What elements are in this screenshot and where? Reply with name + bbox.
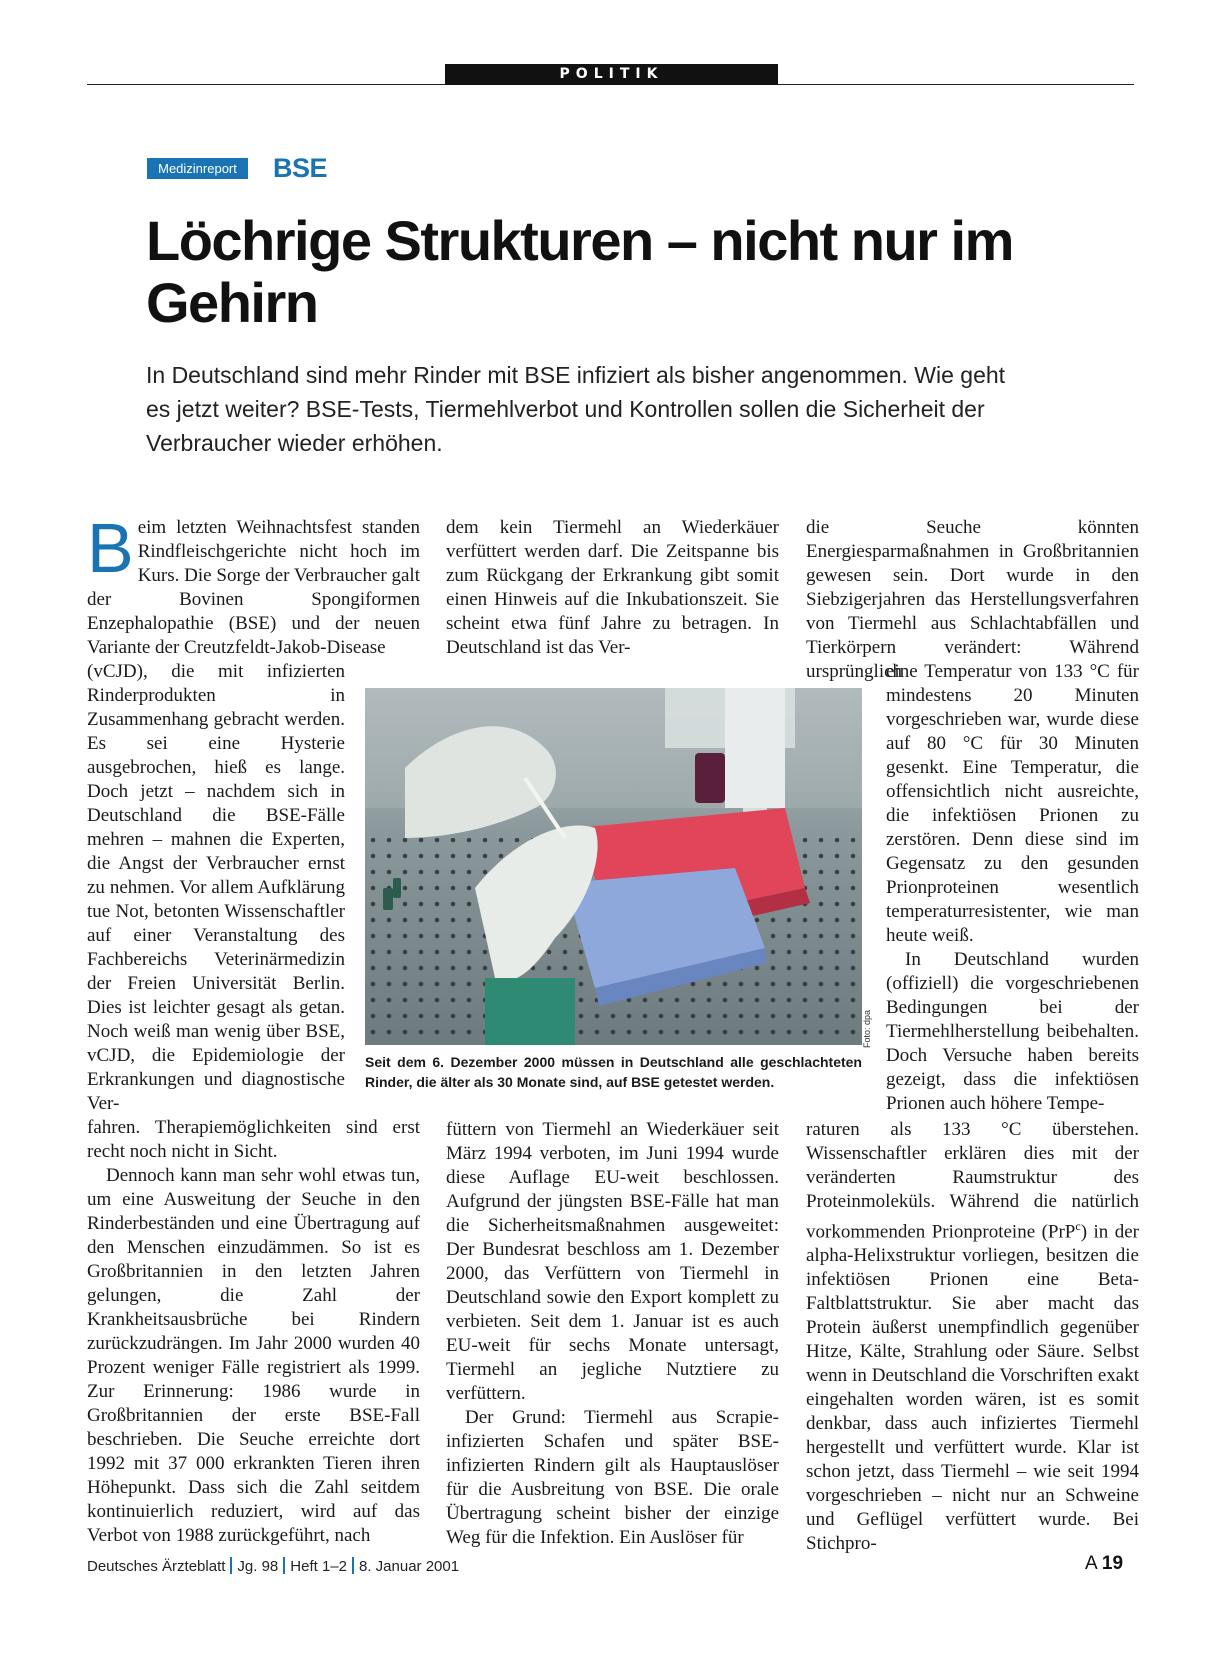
photo-caption: Seit dem 6. Dezember 2000 müssen in Deutschland alle geschlachteten Rinder, die älter als 30 Monate sind, auf BSE getestet werden. xyxy=(365,1054,862,1090)
footer-separator xyxy=(283,1557,285,1574)
column-2-top-text: dem kein Tiermehl an Wiederkäuer verfüttert werden darf. Die Zeitspanne bis zum Rückgang der Erkrankung gibt somit einen Hinweis auf die Inkubationszeit. Sie scheint etwa fünf Jahre zu betragen. In Deutschland ist das Ver- xyxy=(446,517,779,658)
column-1-intro-text: eim letzten Weihnachtsfest standen Rindfleischgerichte nicht hoch im Kurs. Die Sorge der Verbraucher galt der Bovinen Spongiformen Enzephalopathie (BSE) und der neuen Variante der Creutzfeldt-Jakob-Disease xyxy=(87,517,420,658)
column-1-paragraph-2: Dennoch kann man sehr wohl etwas tun, um eine Ausweitung der Seuche in den Rinderbeständen und eine Übertragung auf den Menschen einzudämmen. So ist es Großbritannien in den letzten Jahren gelungen, die Zahl der Krankheitsausbrüche bei Rindern zurückzudrängen. Im Jahr 2000 wurden 40 Prozent weniger Fälle registriert als 1999. Zur Erinnerung: 1986 wurde in Großbritannien der erste BSE-Fall beschrieben. Die Seuche erreichte dort 1992 mit 37 000 erkrankten Tieren ihren Höhepunkt. Dass sich die Zahl seitdem kontinuierlich reduziert, wird auf das Verbot von 1988 zurückgeführt, nach xyxy=(87,1165,420,1546)
column-3-top-text: die Seuche könnten Energiesparmaßnahmen in Großbritannien gewesen sein. Dort wurde in den Siebzigerjahren das Herstellungsverfahren von Tiermehl aus Schlachtabfällen und Tierkörpern verändert: Während ursprünglich xyxy=(806,517,1139,682)
footer-separator xyxy=(230,1557,232,1574)
column-2-top xyxy=(446,516,779,660)
article-headline: Löchrige Strukturen – nicht nur im Gehirn xyxy=(146,209,1013,334)
column-2-paragraph-1: füttern von Tiermehl an Wiederkäuer seit März 1994 verboten, im Juni 1994 wurde diese Auflage EU-weit beschlossen. Aufgrund der jüngsten BSE-Fälle hat man die Sicherheitsmaßnahmen ausgeweitet: Der Bundesrat beschloss am 1. Dezember 2000, das Verfüttern von Tiermehl in Deutschland sowie den Export komplett zu verbieten. Seit dem 1. Januar ist es auch EU-weit für sechs Monate untersagt, Tiermehl an jegliche Nutztiere zu verfüttern. xyxy=(446,1119,779,1404)
lab-photo-illustration xyxy=(365,688,862,1045)
column-3-indented xyxy=(886,660,1139,1116)
column-2-bottom xyxy=(446,1118,779,1550)
kicker-tag: Medizinreport xyxy=(147,158,248,179)
column-3-bottom-a: raturen als 133 °C überstehen. Wissenschaftler erklären dies mit der veränderten Raumstruktur des Proteinmoleküls. Während die natürlich vorkommenden Prionproteine (PrP xyxy=(806,1119,1139,1243)
column-3-top xyxy=(806,516,1139,684)
column-3-indented-p2: In Deutschland wurden (offiziell) die vorgeschriebenen Bedingungen bei der Tiermehlherstellung beibehalten. Doch Versuche haben bereits gezeigt, dass die infektiösen Prionen auch höhere Tempe- xyxy=(886,949,1139,1114)
section-label: POLITIK xyxy=(445,64,778,85)
article-lead: In Deutschland sind mehr Rinder mit BSE infiziert als bisher angenommen. Wie geht es jetzt weiter? BSE-Tests, Tiermehlverbot und Kontrollen sollen die Sicherheit der Verbraucher wieder erhöhen. xyxy=(146,362,1006,456)
photo-credit: Foto: dpa xyxy=(862,1010,872,1049)
column-3-bottom xyxy=(806,1118,1139,1556)
drop-cap: B xyxy=(87,509,134,587)
column-1-top xyxy=(87,509,420,660)
column-2-paragraph-2: Der Grund: Tiermehl aus Scrapie-infizierten Schafen und später BSE-infizierten Rindern gilt als Hauptauslöser für die Ausbreitung von BSE. Die orale Übertragung scheint bisher der einzige Weg für die Infektion. Ein Auslöser für xyxy=(446,1407,779,1548)
column-1-end-text: fahren. Therapiemöglichkeiten sind erst recht noch nicht in Sicht. xyxy=(87,1117,420,1162)
journal-issue: Heft 1–2 xyxy=(290,1558,347,1575)
column-3-bottom-b: ) in der alpha-Helixstruktur vorliegen, besitzen die infektiösen Prionen eine Beta-Faltblattstruktur. Sie aber macht das Protein äußerst unempfindlich gegenüber Hitze, Kälte, Strahlung oder Säure. Selbst wenn in Deutschland die Vorschriften exakt eingehalten worden wären, ist es somit denkbar, dass auch infiziertes Tiermehl hergestellt und verfüttert wurde. Klar ist schon jetzt, dass Tiermehl – wie seit 1994 vorgeschrieben – nicht nur an Schweine und Geflügel verfüttert wurde. Bei Stichpro- xyxy=(806,1221,1139,1555)
journal-volume: Jg. 98 xyxy=(237,1558,279,1575)
page-prefix: A xyxy=(1085,1553,1097,1574)
column-1-narrow-text: (vCJD), die mit infizierten Rinderprodukten in Zusammenhang gebracht werden. Es sei eine Hysterie ausgebrochen, hieß es lange. Doch jetzt – nachdem sich in Deutschland die BSE-Fälle mehren – mahnen die Experten, die Angst der Verbraucher ernst zu nehmen. Vor allem Aufklärung tue Not, betonten Wissenschaftler auf einer Veranstaltung des Fachbereichs Veterinärmedizin der Freien Universität Berlin. Dies ist leichter gesagt als getan. Noch weiß man wenig über BSE, vCJD, die Epidemiologie der Erkrankungen und diagnostische Ver- xyxy=(87,661,345,1114)
kicker-topic: BSE xyxy=(273,153,328,183)
superscript-c: c xyxy=(1075,1219,1081,1233)
page-number-value: 19 xyxy=(1101,1553,1124,1574)
journal-name: Deutsches Ärzteblatt xyxy=(87,1558,226,1575)
footer-citation xyxy=(87,1557,459,1575)
journal-date: 8. Januar 2001 xyxy=(359,1558,460,1575)
lab-photo xyxy=(365,688,862,1045)
footer-separator xyxy=(352,1557,354,1574)
page-number xyxy=(1085,1553,1123,1575)
column-3-bottom-text xyxy=(806,1118,1139,1556)
column-3-indented-p1: eine Temperatur von 133 °C für mindestens 20 Minuten vorgeschrieben war, wurde diese auf 80 °C für 30 Minuten gesenkt. Eine Temperatur, die offensichtlich nicht ausreichte, die infektiösen Prionen zu zerstören. Denn diese sind im Gegensatz zu den gesunden Prionproteinen wesentlich temperaturresistenter, wie man heute weiß. xyxy=(886,661,1139,946)
